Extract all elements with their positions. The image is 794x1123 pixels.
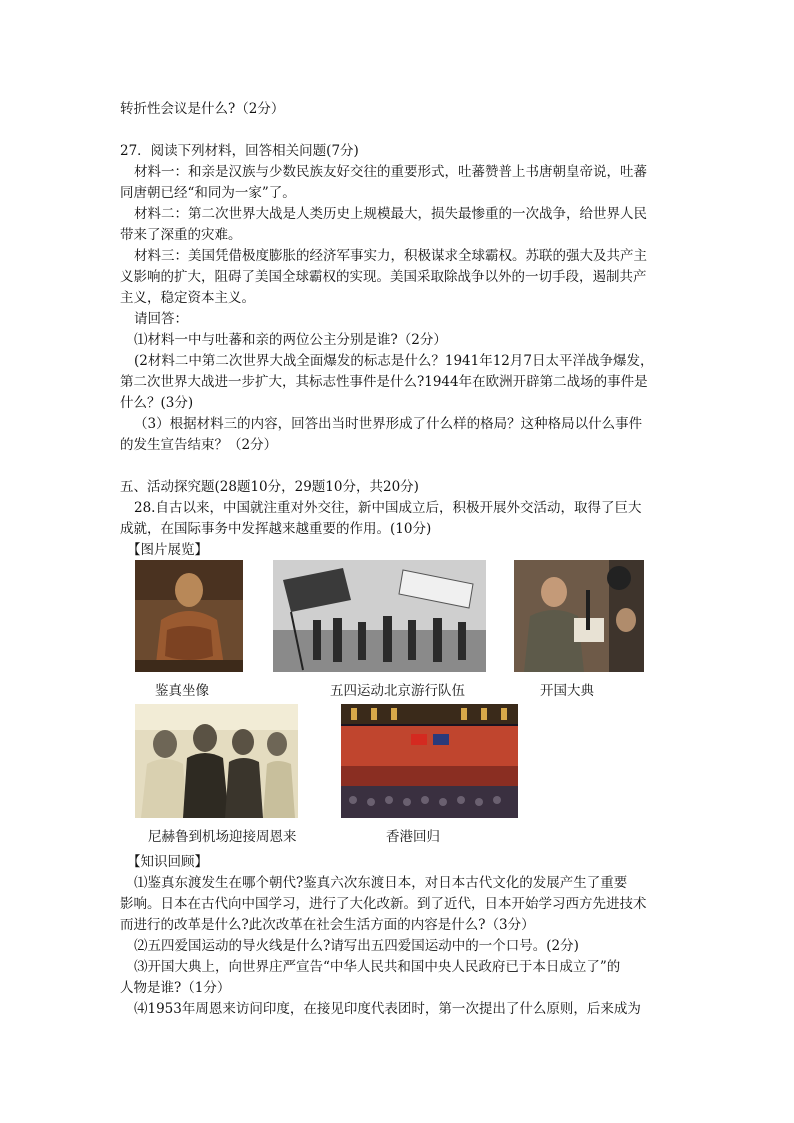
text-line: （3）根据材料三的内容，回答出当时世界形成了什么样的格局？这种格局以什么事件 bbox=[134, 416, 643, 432]
photo-caption: 尼赫鲁到机场迎接周恩来 bbox=[148, 829, 297, 845]
text-line: 请回答： bbox=[134, 311, 188, 327]
text-line: 27．阅读下列材料，回答相关问题(7分) bbox=[120, 143, 359, 159]
text-line: ⑴材料一中与吐蕃和亲的两位公主分别是谁?（2分） bbox=[134, 332, 447, 348]
photo-founding-ceremony bbox=[514, 560, 644, 672]
text-line: ⑶开国大典上，向世界庄严宣告“中华人民共和国中央人民政府已于本日成立了”的 bbox=[134, 959, 621, 975]
text-line: 材料二：第二次世界大战是人类历史上规模最大，损失最惨重的一次战争，给世界人民 bbox=[134, 206, 647, 222]
photo-jianzhen bbox=[135, 560, 243, 672]
text-line: 材料三：美国凭借极度膨胀的经济军事实力，积极谋求全球霸权。苏联的强大及共产主 bbox=[134, 248, 647, 264]
text-line: 的发生宣告结束？（2分） bbox=[120, 437, 278, 453]
photo-caption: 香港回归 bbox=[386, 829, 440, 845]
photo-caption: 五四运动北京游行队伍 bbox=[330, 683, 465, 699]
text-line: 带来了深重的灾难。 bbox=[120, 227, 242, 243]
text-line: 人物是谁?（1分） bbox=[120, 980, 231, 996]
text-line: 转折性会议是什么?（2分） bbox=[120, 101, 285, 117]
text-line: ⑵五四爱国运动的导火线是什么?请写出五四爱国运动中的一个口号。(2分) bbox=[134, 938, 579, 954]
text-line: 主义，稳定资本主义。 bbox=[120, 290, 255, 306]
text-line: 第二次世界大战进一步扩大，其标志性事件是什么?1944年在欧洲开辟第二战场的事件是 bbox=[120, 374, 648, 390]
text-line: 成就，在国际事务中发挥越来越重要的作用。(10分) bbox=[120, 521, 432, 537]
text-line: ⑷1953年周恩来访问印度，在接见印度代表团时，第一次提出了什么原则，后来成为 bbox=[134, 1001, 641, 1017]
text-line: 影响。日本在古代向中国学习，进行了大化改新。到了近代，日本开始学习西方先进技术 bbox=[120, 896, 647, 912]
photo-nehru-zhou bbox=[135, 704, 298, 818]
photo-caption: 鉴真坐像 bbox=[155, 683, 209, 699]
text-line: 【知识回顾】 bbox=[127, 854, 208, 870]
text-line: 同唐朝已经“和同为一家”了。 bbox=[120, 185, 296, 201]
text-line: 而进行的改革是什么?此次改革在社会生活方面的内容是什么?（3分） bbox=[120, 917, 535, 933]
text-line: 【图片展览】 bbox=[127, 542, 208, 558]
text-line: 28.自古以来，中国就注重对外交往，新中国成立后，积极开展外交活动，取得了巨大 bbox=[134, 500, 642, 516]
photo-caption: 开国大典 bbox=[540, 683, 594, 699]
text-line: 什么？(3分) bbox=[120, 395, 194, 411]
text-line: 义影响的扩大，阻碍了美国全球霸权的实现。美国采取除战争以外的一切手段，遏制共产 bbox=[120, 269, 647, 285]
photo-may4th bbox=[273, 560, 486, 672]
text-line: (2材料二中第二次世界大战全面爆发的标志是什么？1941年12月7日太平洋战争爆发， bbox=[134, 353, 654, 369]
photo-hongkong-handover bbox=[341, 704, 518, 818]
text-line: 材料一：和亲是汉族与少数民族友好交往的重要形式，吐蕃赞普上书唐朝皇帝说，吐蕃 bbox=[134, 164, 647, 180]
text-line: ⑴鉴真东渡发生在哪个朝代?鉴真六次东渡日本，对日本古代文化的发展产生了重要 bbox=[134, 875, 628, 891]
text-line: 五、活动探究题(28题10分，29题10分，共20分) bbox=[120, 479, 419, 495]
